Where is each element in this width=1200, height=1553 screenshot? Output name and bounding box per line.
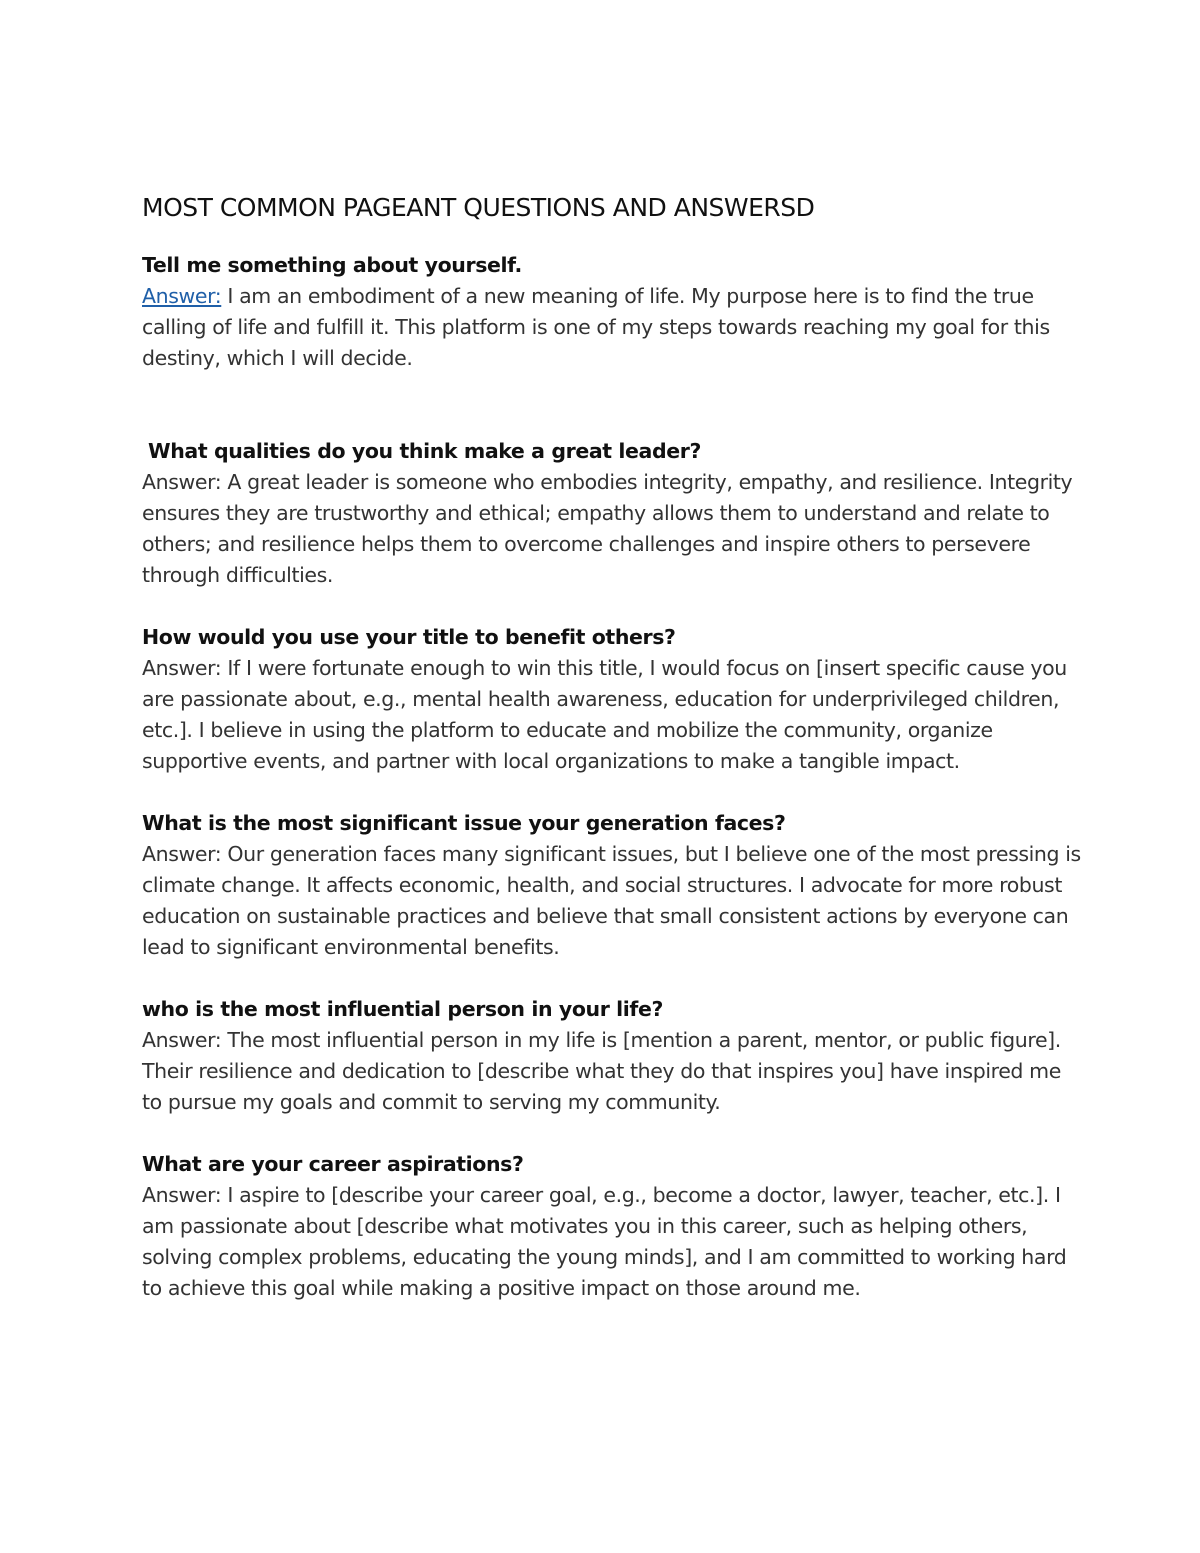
- question-text: What qualities do you think make a great leader?: [148, 439, 701, 463]
- qa-item-4: [142, 808, 1082, 963]
- question-text: What is the most significant issue your generation faces?: [142, 811, 786, 835]
- answer-text: Answer: If I were fortunate enough to win this title, I would focus on [insert specific cause you are passionate about, e.g., mental health awareness, education for underprivileged children, etc.]. I believe in using the platform to educate and mobilize the community, organize supportive events, and partner with local organizations to make a tangible impact.: [142, 656, 1067, 773]
- answer-text: Answer: The most influential person in my life is [mention a parent, mentor, or public figure]. Their resilience and dedication to [describe what they do that inspires you] have inspired me to pursue my goals and commit to serving my community.: [142, 1028, 1061, 1114]
- document-title: MOST COMMON PAGEANT QUESTIONS AND ANSWERSD: [142, 193, 815, 222]
- question-text: Tell me something about yourself.: [142, 253, 522, 277]
- qa-item-1: [142, 250, 1082, 374]
- answer-text: Answer: A great leader is someone who embodies integrity, empathy, and resilience. Integrity ensures they are trustworthy and ethical; empathy allows them to understand and relate to others; and resilience helps them to overcome challenges and inspire others to persevere through difficulties.: [142, 470, 1073, 587]
- answer-text: Answer: Our generation faces many significant issues, but I believe one of the most pressing is climate change. It affects economic, health, and social structures. I advocate for more robust education on sustainable practices and believe that small consistent actions by everyone can lead to significant environmental benefits.: [142, 842, 1081, 959]
- spacer: [142, 1118, 1082, 1149]
- answer-text: Answer: I aspire to [describe your career goal, e.g., become a doctor, lawyer, teacher, etc.]. I am passionate about [describe what motivates you in this career, such as helping others, solving complex problems, educating the young minds], and I am committed to working hard to achieve this goal while making a positive impact on those around me.: [142, 1183, 1067, 1300]
- question-text: How would you use your title to benefit others?: [142, 625, 676, 649]
- spacer: [142, 591, 1082, 622]
- qa-item-3: [142, 622, 1082, 777]
- answer-text: [142, 281, 1082, 374]
- question-text: What are your career aspirations?: [142, 1152, 524, 1176]
- question-text: who is the most influential person in your life?: [142, 997, 663, 1021]
- document-page: [142, 190, 1082, 1304]
- qa-item-5: [142, 994, 1082, 1118]
- qa-item-6: [142, 1149, 1082, 1304]
- answer-link[interactable]: Answer:: [142, 284, 222, 308]
- spacer: [142, 777, 1082, 808]
- spacer: [142, 963, 1082, 994]
- answer-body: I am an embodiment of a new meaning of life. My purpose here is to find the true calling of life and fulfill it. This platform is one of my steps towards reaching my goal for this destiny, which I will decide.: [142, 284, 1050, 370]
- spacer: [142, 374, 1082, 436]
- qa-item-2: [142, 436, 1082, 591]
